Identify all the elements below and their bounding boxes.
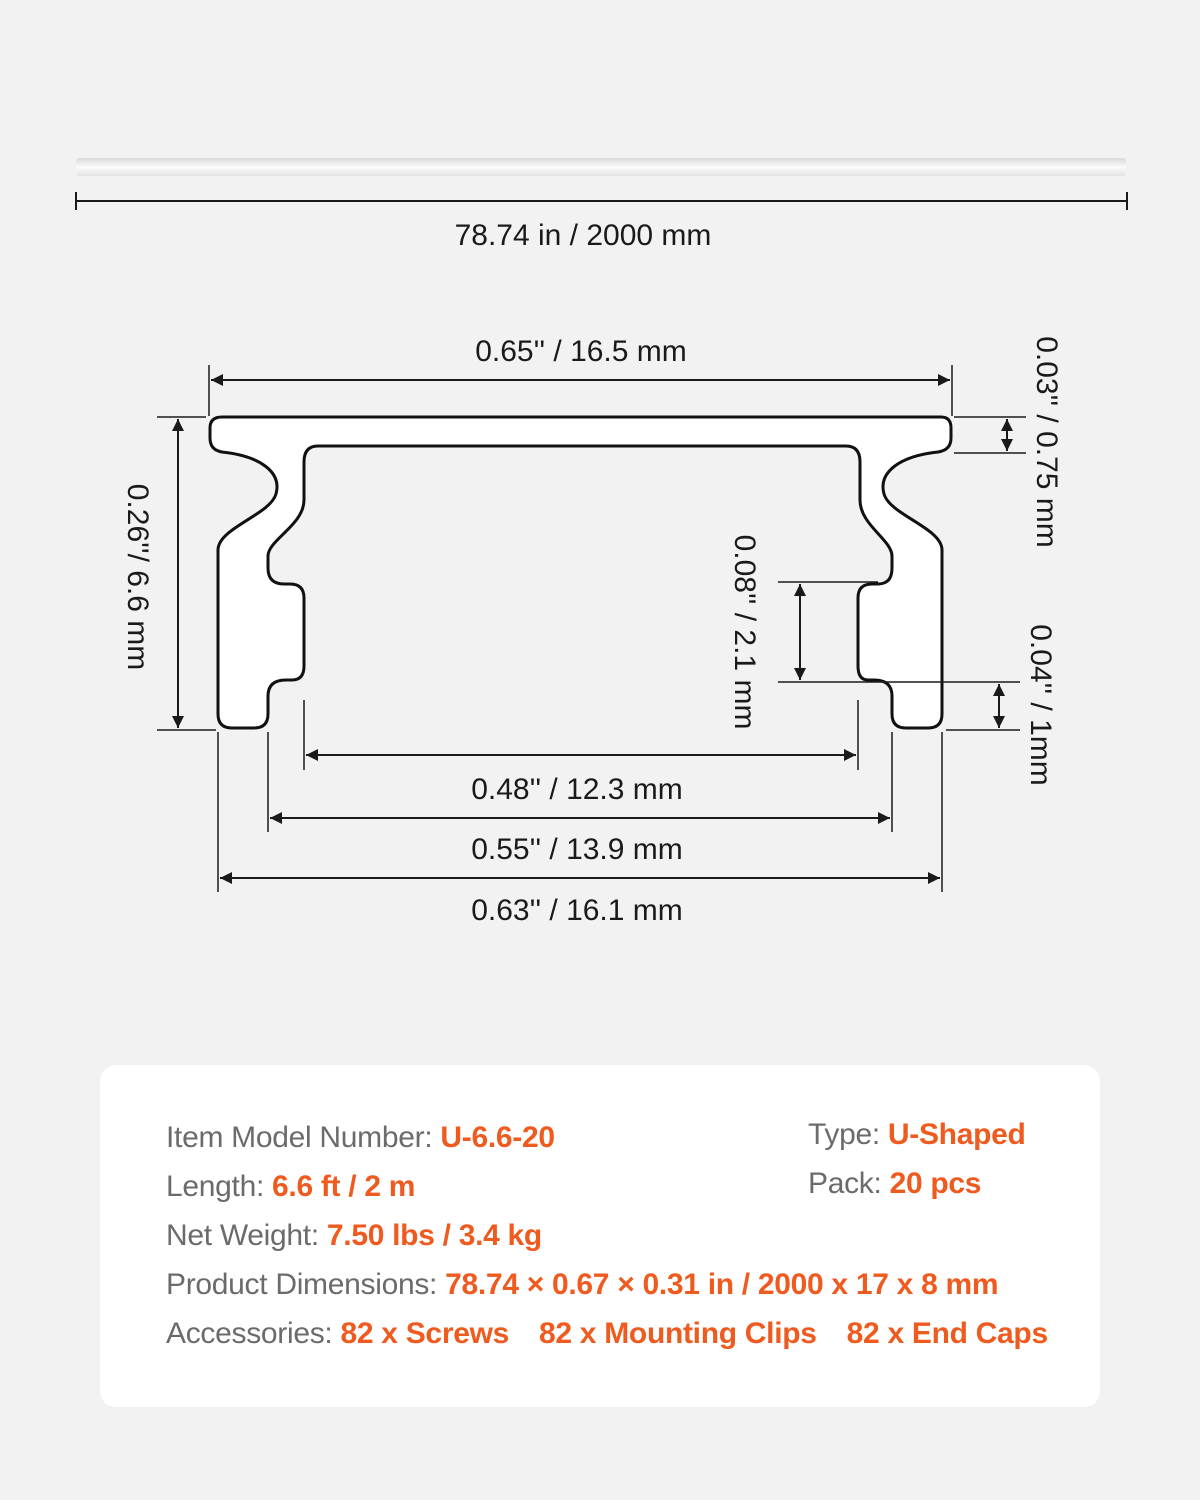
spec-type-label: Type: xyxy=(808,1118,888,1151)
spec-dimensions xyxy=(166,1268,998,1302)
spec-pack-value: 20 pcs xyxy=(889,1167,982,1200)
spec-pack xyxy=(808,1167,981,1201)
groove-label: 0.08'' / 2.1 mm xyxy=(728,534,761,730)
spec-type xyxy=(808,1118,1026,1152)
spec-accessories xyxy=(166,1317,1048,1351)
foot-label: 0.04'' / 1mm xyxy=(1024,624,1057,786)
spec-weight-value: 7.50 lbs / 3.4 kg xyxy=(326,1219,542,1252)
spec-dimensions-value: 78.74 × 0.67 × 0.31 in / 2000 x 17 x 8 mm xyxy=(445,1268,999,1301)
spec-length-label: Length: xyxy=(166,1170,273,1203)
top-width-label: 0.65'' / 16.5 mm xyxy=(475,335,687,368)
spec-length xyxy=(166,1170,415,1204)
spec-length-value: 6.6 ft / 2 m xyxy=(272,1170,416,1203)
spec-accessories-label: Accessories: xyxy=(166,1317,341,1350)
spec-card xyxy=(100,1065,1100,1407)
spec-pack-label: Pack: xyxy=(808,1167,890,1200)
spec-model xyxy=(166,1121,555,1155)
accessory-screws: 82 x Screws xyxy=(340,1317,509,1350)
inner-width-label: 0.48'' / 12.3 mm xyxy=(471,773,683,806)
spec-model-value: U-6.6-20 xyxy=(440,1121,555,1154)
spec-type-value: U-Shaped xyxy=(887,1118,1026,1151)
spec-model-label: Item Model Number: xyxy=(166,1121,441,1154)
profile-strip xyxy=(76,158,1126,176)
spec-weight-label: Net Weight: xyxy=(166,1219,327,1252)
accessory-end-caps: 82 x End Caps xyxy=(846,1317,1048,1350)
top-thickness-label: 0.03'' / 0.75 mm xyxy=(1030,336,1063,548)
spec-dimensions-label: Product Dimensions: xyxy=(166,1268,446,1301)
height-label: 0.26''/ 6.6 mm xyxy=(121,483,154,671)
mid-width-label: 0.55'' / 13.9 mm xyxy=(471,833,683,866)
bottom-width-label: 0.63'' / 16.1 mm xyxy=(471,894,683,927)
accessory-clips: 82 x Mounting Clips xyxy=(539,1317,817,1350)
length-dimension xyxy=(76,192,1127,210)
spec-weight xyxy=(166,1219,542,1253)
length-label: 78.74 in / 2000 mm xyxy=(454,219,712,252)
